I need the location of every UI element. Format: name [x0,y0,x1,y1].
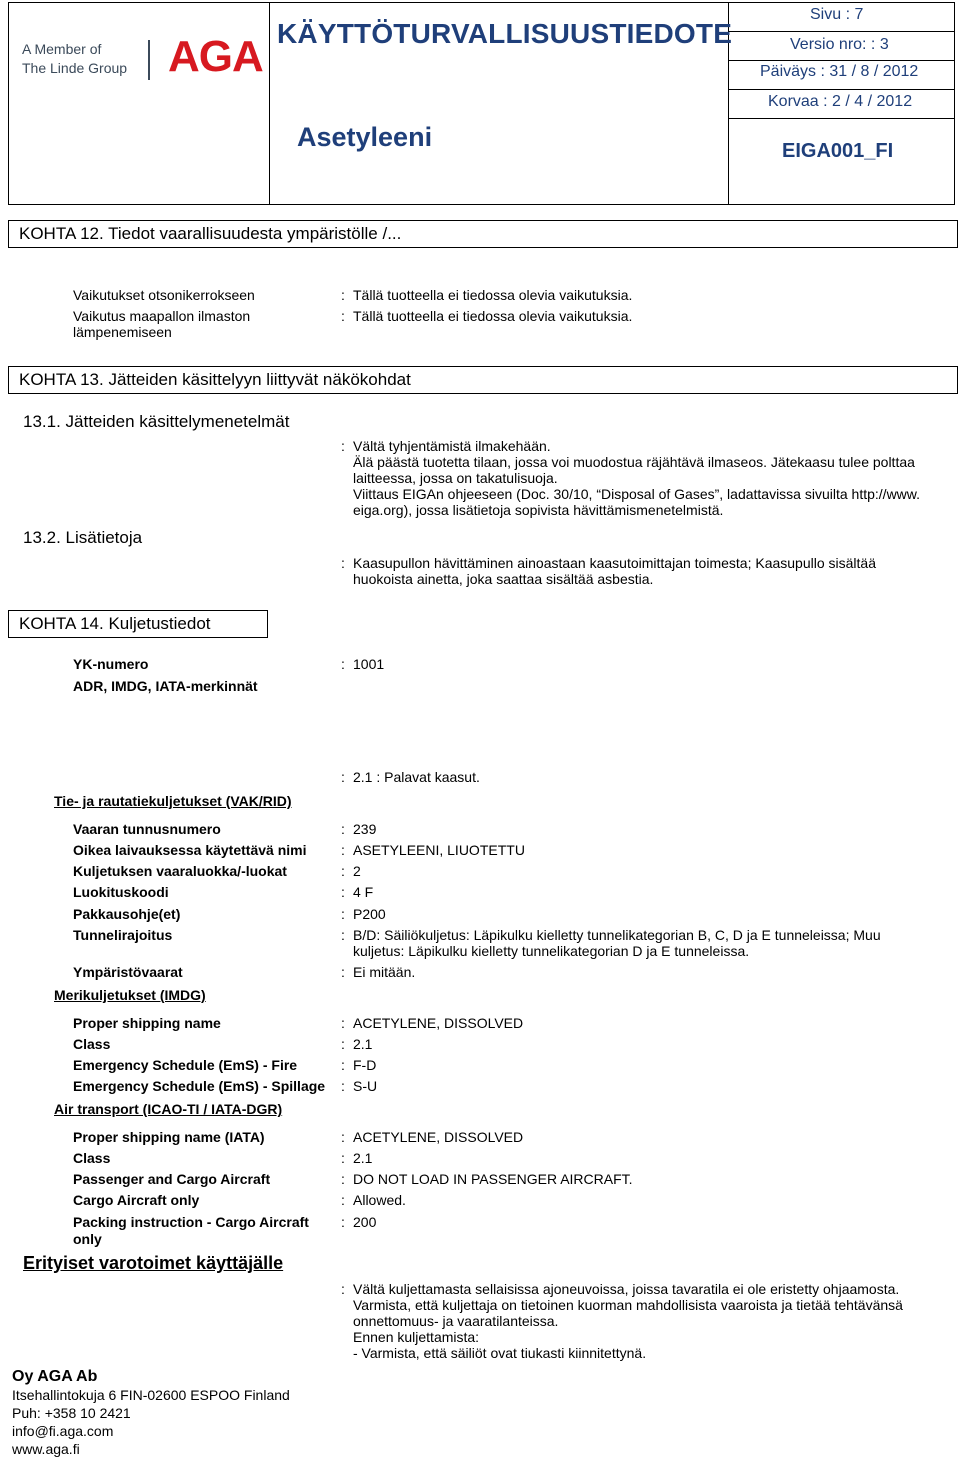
logo-member-line2: The Linde Group [22,60,128,76]
sea-shipping-name-label: Proper shipping name [73,1015,221,1031]
un-number-label: YK-numero [73,656,149,672]
colon: : [341,769,345,785]
logo-member-text [22,40,127,78]
colon: : [341,555,345,571]
hazard-class-label: Kuljetuksen vaaraluokka/-luokat [73,863,287,879]
packing-instruction-value: P200 [353,906,386,922]
colon: : [341,1281,345,1297]
cargo-only-label: Cargo Aircraft only [73,1192,200,1208]
waste-line: laitteessa, jossa on takatulisuoja. [353,470,558,486]
additional-info-line: huokoista ainetta, joka saattaa sisältää asbestia. [353,571,654,587]
company-website[interactable]: www.aga.fi [12,1441,80,1457]
special-precautions-heading: Erityiset varotoimet käyttäjälle [23,1253,284,1273]
global-warming-label [73,308,250,340]
sea-transport-heading: Merikuljetukset (IMDG) [54,987,206,1003]
replaces-date: Korvaa : 2 / 4 / 2012 [768,93,913,110]
section-14-heading: KOHTA 14. Kuljetustiedot [8,610,268,638]
ozone-label: Vaikutukset otsonikerrokseen [73,287,255,303]
classification-code-value: 4 F [353,884,374,900]
waste-line: Älä päästä tuotetta tilaan, jossa voi muodostua räjähtävä ilmaseos. Jätekaasu tulee polttaa [353,454,915,470]
road-transport-heading: Tie- ja rautatiekuljetukset (VAK/RID) [54,793,292,809]
colon: : [341,287,345,303]
precaution-line: - Varmista, että säiliöt ovat tiukasti kiinnitettynä. [353,1345,647,1361]
version-number: Versio nro: : 3 [790,36,889,53]
packing-label-line2: only [73,1231,102,1247]
page-number: Sivu : 7 [810,6,864,23]
waste-line: Vältä tyhjentämistä ilmakehään. [353,438,551,454]
un-number-value: 1001 [353,656,385,672]
environmental-hazards-label: Ympäristövaarat [73,964,183,980]
environmental-hazards-value: Ei mitään. [353,964,416,980]
colon: : [341,308,345,324]
packing-instruction-label: Pakkausohje(et) [73,906,181,922]
waste-line: eiga.org), jossa lisätietoja sopivista hävittämismenetelmistä. [353,502,724,518]
tunnel-line: kuljetus: Läpikulku kielletty tunnelikategorian D ja E tunneleissa. [353,943,750,959]
company-phone: Puh: +358 10 2421 [12,1405,131,1421]
classification-code-label: Luokituskoodi [73,884,169,900]
global-warming-label-line1: Vaikutus maapallon ilmaston [73,308,251,324]
adr-label: ADR, IMDG, IATA-merkinnät [73,678,258,694]
ems-fire-label: Emergency Schedule (EmS) - Fire [73,1057,298,1073]
document-title: KÄYTTÖTURVALLISUUSTIEDOTE [277,18,733,49]
company-email[interactable]: info@fi.aga.com [12,1423,114,1439]
global-warming-label-line2: lämpenemiseen [73,324,172,340]
ems-spillage-value: S-U [353,1078,378,1094]
ozone-value: Tällä tuotteella ei tiedossa olevia vaikutuksia. [353,287,633,303]
logo-divider [148,40,150,80]
tunnel-restriction-label: Tunnelirajoitus [73,927,173,943]
section-13-heading: KOHTA 13. Jätteiden käsittelyyn liittyvät näkökohdat [8,366,958,394]
packing-instruction-cargo-value: 200 [353,1214,377,1230]
additional-info-text [353,555,953,587]
colon: : [341,1015,345,1031]
colon: : [341,906,345,922]
hazard-class-value: 2 [353,863,361,879]
packing-instruction-cargo-label [73,1214,309,1248]
waste-methods-heading: 13.1. Jätteiden käsittelymenetelmät [23,412,290,431]
hazard-id-value: 239 [353,821,377,837]
air-transport-heading: Air transport (ICAO-TI / IATA-DGR) [54,1101,283,1117]
waste-line: Viittaus EIGAn ohjeeseen (Doc. 30/10, “Disposal of Gases”, ladattavissa sivuilta http://www. [353,486,921,502]
air-shipping-name-label: Proper shipping name (IATA) [73,1129,265,1145]
document-id: EIGA001_FI [782,140,894,162]
sea-shipping-name-value: ACETYLENE, DISSOLVED [353,1015,524,1031]
precaution-line: onnettomuus- ja vaaratilanteissa. [353,1313,559,1329]
air-shipping-name-value: ACETYLENE, DISSOLVED [353,1129,524,1145]
air-class-value: 2.1 [353,1150,373,1166]
shipping-name-value: ASETYLEENI, LIUOTETTU [353,842,525,858]
issue-date: Päiväys : 31 / 8 / 2012 [760,63,919,80]
sea-class-value: 2.1 [353,1036,373,1052]
precaution-line: Ennen kuljettamista: [353,1329,480,1345]
footer-company-info [12,1368,290,1458]
precaution-line: Vältä kuljettamasta sellaisissa ajoneuvoissa, joissa tavaratila ei ole eristetty ohjaamosta. [353,1281,900,1297]
additional-info-heading: 13.2. Lisätietoja [23,528,143,547]
colon: : [341,1129,345,1145]
colon: : [341,863,345,879]
colon: : [341,1171,345,1187]
aga-logo: AGA [168,32,263,81]
ems-fire-value: F-D [353,1057,377,1073]
colon: : [341,821,345,837]
colon: : [341,884,345,900]
air-class-label: Class [73,1150,111,1166]
colon: : [341,842,345,858]
packing-label-line1: Packing instruction - Cargo Aircraft [73,1214,309,1230]
company-name: Oy AGA Ab [12,1368,98,1385]
colon: : [341,1057,345,1073]
colon: : [341,1192,345,1208]
product-name: Asetyleeni [297,122,433,152]
special-precautions-text [353,1281,953,1361]
colon: : [341,438,345,454]
tunnel-restriction-value [353,927,953,959]
colon: : [341,1150,345,1166]
colon: : [341,656,345,672]
section-12-heading: KOHTA 12. Tiedot vaarallisuudesta ympäristölle /... [8,220,958,248]
colon: : [341,964,345,980]
cargo-only-value: Allowed. [353,1192,406,1208]
hazard-id-label: Vaaran tunnusnumero [73,821,221,837]
tunnel-line: B/D: Säiliökuljetus: Läpikulku kielletty tunnelikategorian B, C, D ja E tunneleissa; Muu [353,927,881,943]
precaution-line: Varmista, että kuljettaja on tietoinen kuorman mahdollisista vaaroista ja tietää tehtävänsä [353,1297,903,1313]
adr-value: 2.1 : Palavat kaasut. [353,769,480,785]
colon: : [341,927,345,943]
colon: : [341,1036,345,1052]
logo-member-line1: A Member of [22,41,102,57]
ems-spillage-label: Emergency Schedule (EmS) - Spillage [73,1078,326,1094]
shipping-name-label: Oikea laivauksessa käytettävä nimi [73,842,307,858]
additional-info-line: Kaasupullon hävittäminen ainoastaan kaasutoimittajan toimesta; Kaasupullo sisältää [353,555,876,571]
global-warming-value: Tällä tuotteella ei tiedossa olevia vaikutuksia. [353,308,633,324]
company-address: Itsehallintokuja 6 FIN-02600 ESPOO Finland [12,1387,290,1403]
passenger-cargo-value: DO NOT LOAD IN PASSENGER AIRCRAFT. [353,1171,633,1187]
passenger-cargo-label: Passenger and Cargo Aircraft [73,1171,271,1187]
waste-methods-text [353,438,953,518]
colon: : [341,1078,345,1094]
sea-class-label: Class [73,1036,111,1052]
colon: : [341,1214,345,1230]
